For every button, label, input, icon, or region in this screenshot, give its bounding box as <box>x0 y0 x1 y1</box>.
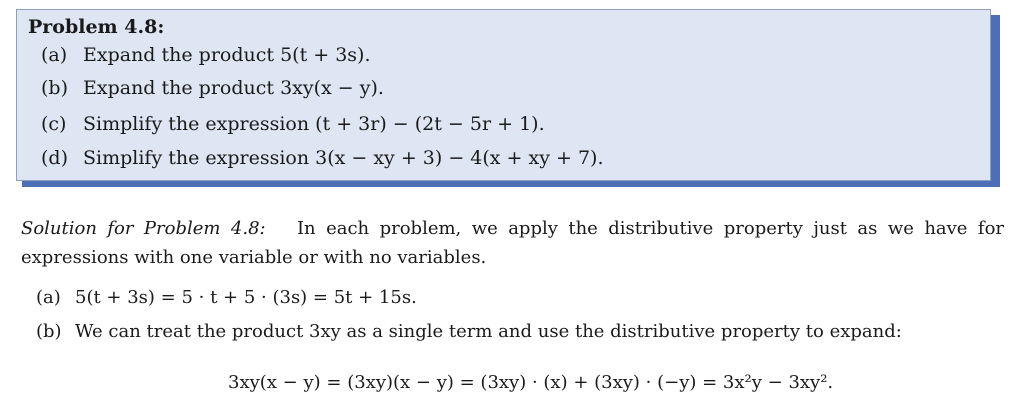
problem-box-shadow-bottom <box>22 181 1000 187</box>
problem-item-c <box>41 113 545 135</box>
problem-item-label: (d) <box>41 147 68 169</box>
solution-paragraph <box>21 214 1004 272</box>
problem-item-label: (b) <box>41 77 68 99</box>
problem-item-text: Simplify the expression (t + 3r) − (2t − 5r + 1). <box>83 113 545 135</box>
problem-item-b <box>41 77 384 99</box>
problem-box <box>16 9 991 181</box>
problem-title: Problem 4.8: <box>28 16 165 38</box>
problem-item-label: (a) <box>41 44 68 66</box>
problem-item-d <box>41 147 604 169</box>
solution-item-text: We can treat the product 3xy as a single term and use the distributive property to expand: <box>75 321 902 342</box>
solution-item-b <box>36 321 902 342</box>
problem-item-text: Expand the product 3xy(x − y). <box>83 77 384 99</box>
solution-heading: Solution for Problem 4.8: <box>21 218 266 239</box>
problem-item-text: Expand the product 5(t + 3s). <box>83 44 371 66</box>
problem-item-text: Simplify the expression 3(x − xy + 3) − 4(x + xy + 7). <box>83 147 604 169</box>
solution-item-text: 5(t + 3s) = 5 · t + 5 · (3s) = 5t + 15s. <box>75 287 417 308</box>
display-equation: 3xy(x − y) = (3xy)(x − y) = (3xy) · (x) + (3xy) · (−y) = 3x²y − 3xy². <box>228 372 834 393</box>
problem-item-label: (c) <box>41 113 67 135</box>
problem-item-a <box>41 44 371 66</box>
solution-intro: In each problem, we apply the distributive property just as we have for expressions with one variable or with no variables. <box>21 218 1005 268</box>
problem-box-shadow-right <box>991 15 1000 186</box>
solution-item-label: (a) <box>36 287 61 308</box>
solution-item-label: (b) <box>36 321 62 342</box>
solution-item-a <box>36 287 417 308</box>
